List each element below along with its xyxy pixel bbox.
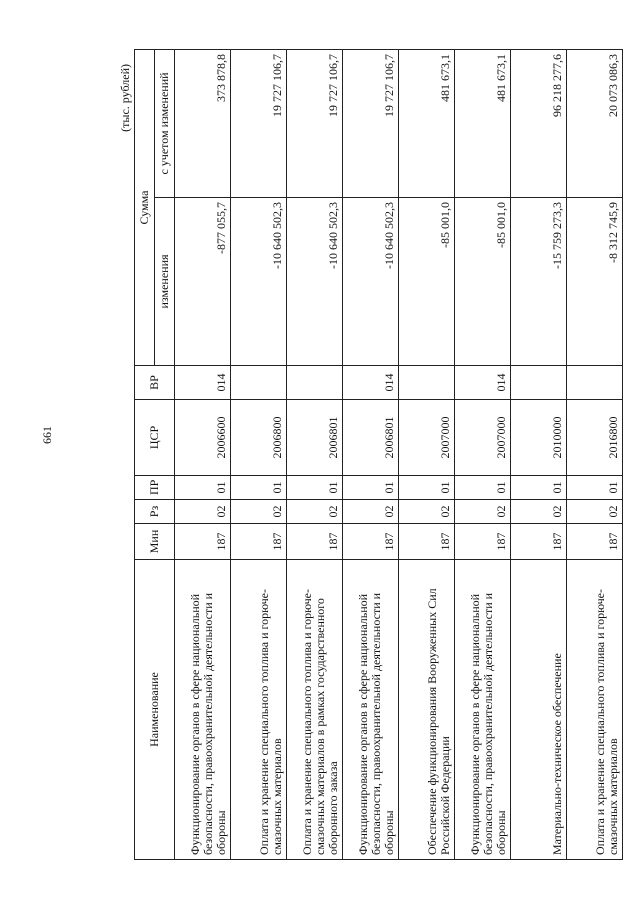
row-with-changes: 481 673,1: [455, 49, 511, 197]
row-name: Материально-техническое обеспечение: [511, 560, 567, 860]
row-changes: -85 001,0: [455, 198, 511, 366]
table-row: [399, 49, 455, 859]
table-row: [455, 49, 511, 859]
row-min: 187: [455, 524, 511, 560]
header-sum: Сумма: [135, 49, 155, 365]
row-name: Функционирование органов в сфере национальной безопасности, правоохранительной деятельности и обороны: [175, 560, 231, 860]
header-name: Наименование: [135, 560, 175, 860]
row-rz: 02: [175, 500, 231, 524]
row-with-changes: 481 673,1: [399, 49, 455, 197]
row-pr: 01: [511, 476, 567, 500]
header-with-changes: с учетом изменений: [155, 49, 175, 197]
page-number: 661: [40, 426, 54, 444]
row-min: 187: [287, 524, 343, 560]
table-row: [511, 49, 567, 859]
row-rz: 02: [399, 500, 455, 524]
row-min: 187: [231, 524, 287, 560]
table-row: [287, 49, 343, 859]
row-changes: -8 312 745,9: [567, 198, 623, 366]
table-row: [343, 49, 399, 859]
row-csr: 2006600: [175, 400, 231, 476]
row-min: 187: [511, 524, 567, 560]
row-csr: 2016800: [567, 400, 623, 476]
table-row: [567, 49, 623, 859]
row-csr: 2010000: [511, 400, 567, 476]
row-min: 187: [175, 524, 231, 560]
row-name: Функционирование органов в сфере национальной безопасности, правоохранительной деятельности и обороны: [455, 560, 511, 860]
row-with-changes: 96 218 277,6: [511, 49, 567, 197]
row-with-changes: 373 878,8: [175, 49, 231, 197]
row-vr: 014: [343, 366, 399, 400]
row-pr: 01: [343, 476, 399, 500]
row-vr: 014: [455, 366, 511, 400]
row-name: Функционирование органов в сфере национальной безопасности, правоохранительной деятельности и обороны: [343, 560, 399, 860]
row-rz: 02: [287, 500, 343, 524]
row-changes: -10 640 502,3: [287, 198, 343, 366]
row-name: Оплата и хранение специального топлива и горюче-смазочных материалов: [231, 560, 287, 860]
row-with-changes: 19 727 106,7: [287, 49, 343, 197]
row-vr: [511, 366, 567, 400]
row-vr: [231, 366, 287, 400]
row-pr: 01: [455, 476, 511, 500]
row-csr: 2007000: [455, 400, 511, 476]
header-changes: изменения: [155, 198, 175, 366]
row-changes: -10 640 502,3: [231, 198, 287, 366]
row-changes: -15 759 273,3: [511, 198, 567, 366]
row-with-changes: 19 727 106,7: [343, 49, 399, 197]
row-pr: 01: [567, 476, 623, 500]
row-csr: 2006801: [343, 400, 399, 476]
header-csr: ЦСР: [135, 400, 175, 476]
row-pr: 01: [399, 476, 455, 500]
row-pr: 01: [231, 476, 287, 500]
row-name: Оплата и хранение специального топлива и горюче-смазочных материалов в рамках государственного оборонного заказа: [287, 560, 343, 860]
row-min: 187: [343, 524, 399, 560]
header-rz: Рз: [135, 500, 175, 524]
row-with-changes: 20 073 086,3: [567, 49, 623, 197]
header-pr: ПР: [135, 476, 175, 500]
table-row: [231, 49, 287, 859]
row-vr: [399, 366, 455, 400]
row-vr: [287, 366, 343, 400]
row-rz: 02: [455, 500, 511, 524]
budget-table: [134, 49, 623, 860]
row-pr: 01: [175, 476, 231, 500]
table-row: [175, 49, 231, 859]
row-min: 187: [399, 524, 455, 560]
row-rz: 02: [567, 500, 623, 524]
rotated-page: [110, 50, 620, 860]
row-changes: -877 055,7: [175, 198, 231, 366]
row-with-changes: 19 727 106,7: [231, 49, 287, 197]
row-rz: 02: [511, 500, 567, 524]
units-label: (тыс. рублей): [118, 64, 132, 132]
row-changes: -85 001,0: [399, 198, 455, 366]
row-csr: 2007000: [399, 400, 455, 476]
row-name: Обеспечение функционирования Вооруженных Сил Российской Федерации: [399, 560, 455, 860]
row-min: 187: [567, 524, 623, 560]
row-rz: 02: [231, 500, 287, 524]
row-vr: 014: [175, 366, 231, 400]
row-changes: -10 640 502,3: [343, 198, 399, 366]
row-csr: 2006801: [287, 400, 343, 476]
header-min: Мин: [135, 524, 175, 560]
row-csr: 2006800: [231, 400, 287, 476]
row-vr: [567, 366, 623, 400]
row-rz: 02: [343, 500, 399, 524]
row-name: Оплата и хранение специального топлива и горюче-смазочных материалов: [567, 560, 623, 860]
header-vr: ВР: [135, 366, 175, 400]
row-pr: 01: [287, 476, 343, 500]
